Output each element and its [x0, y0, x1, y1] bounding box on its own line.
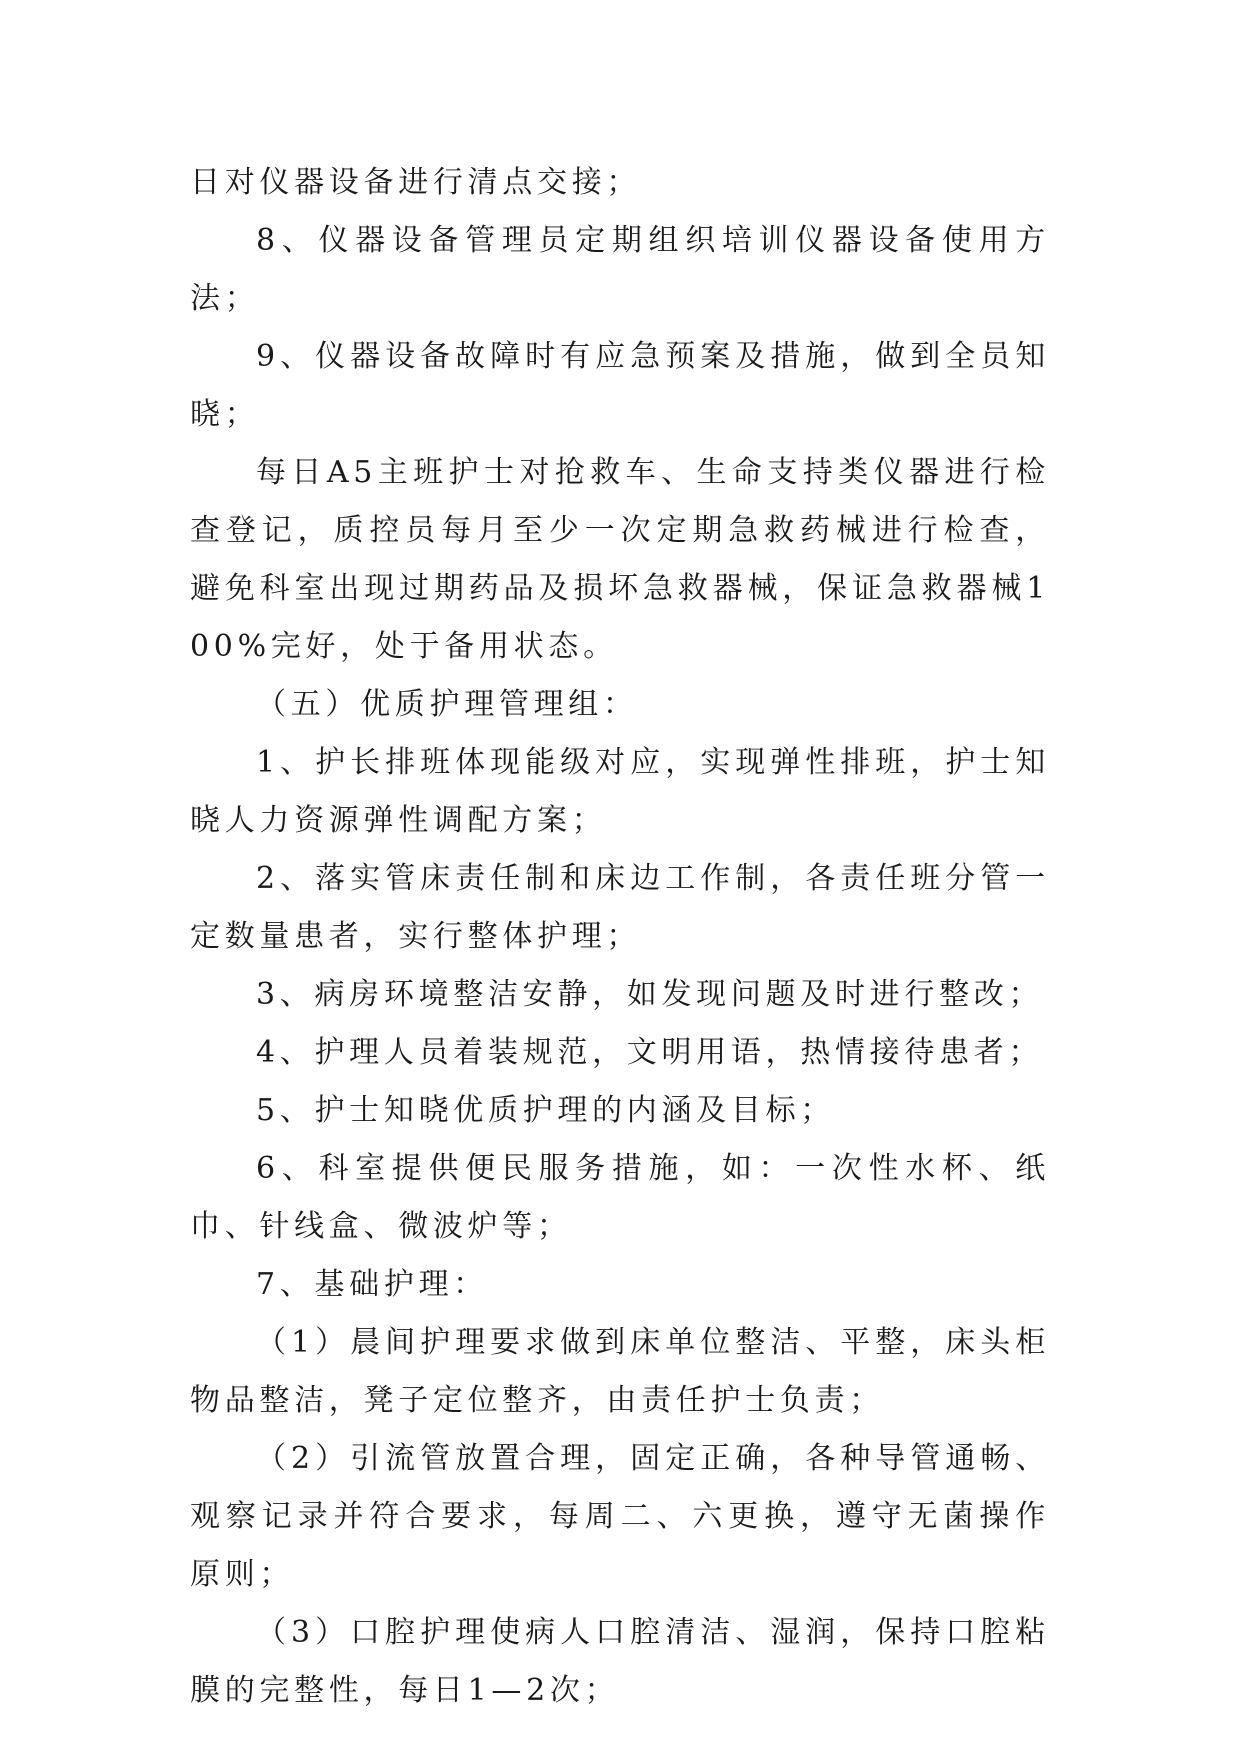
paragraph-daily-inspection: 每日A5主班护士对抢救车、生命支持类仪器进行检查登记，质控员每月至少一次定期急救药械进行检查，避免科室出现过期药品及损坏急救器械，保证急救器械100%完好，处于备用状态。: [190, 455, 1050, 664]
paragraph-item-4: 4、护理人员着装规范，文明用语，热情接待患者；: [256, 1035, 1044, 1070]
paragraph-item-2: 2、落实管床责任制和床边工作制，各责任班分管一定数量患者，实行整体护理；: [190, 861, 1050, 954]
paragraph-item-7: 7、基础护理：: [256, 1267, 488, 1302]
paragraph-item-9: 9、仪器设备故障时有应急预案及措施，做到全员知晓；: [190, 339, 1050, 432]
document-body: [190, 154, 1050, 1720]
paragraph-item-3: 3、病房环境整洁安静，如发现问题及时进行整改；: [256, 977, 1044, 1012]
paragraph-instrument-handover-end: 日对仪器设备进行清点交接；: [190, 165, 642, 200]
paragraph-item-8: 8、仪器设备管理员定期组织培训仪器设备使用方法；: [190, 223, 1050, 316]
paragraph-item-1: 1、护长排班体现能级对应，实现弹性排班，护士知晓人力资源弹性调配方案；: [190, 745, 1050, 838]
paragraph-item-5: 5、护士知晓优质护理的内涵及目标；: [256, 1093, 835, 1128]
paragraph-subitem-2: （2）引流管放置合理，固定正确，各种导管通畅、观察记录并符合要求，每周二、六更换，遵守无菌操作原则；: [190, 1441, 1050, 1592]
section-heading-quality-care: （五）优质护理管理组：: [256, 687, 638, 722]
paragraph-subitem-3: （3）口腔护理使病人口腔清洁、湿润，保持口腔粘膜的完整性，每日1—2次；: [190, 1615, 1050, 1708]
paragraph-item-6: 6、科室提供便民服务措施，如：一次性水杯、纸巾、针线盒、微波炉等；: [190, 1151, 1050, 1244]
paragraph-subitem-1: （1）晨间护理要求做到床单位整洁、平整，床头柜物品整洁，凳子定位整齐，由责任护士负责；: [190, 1325, 1050, 1418]
